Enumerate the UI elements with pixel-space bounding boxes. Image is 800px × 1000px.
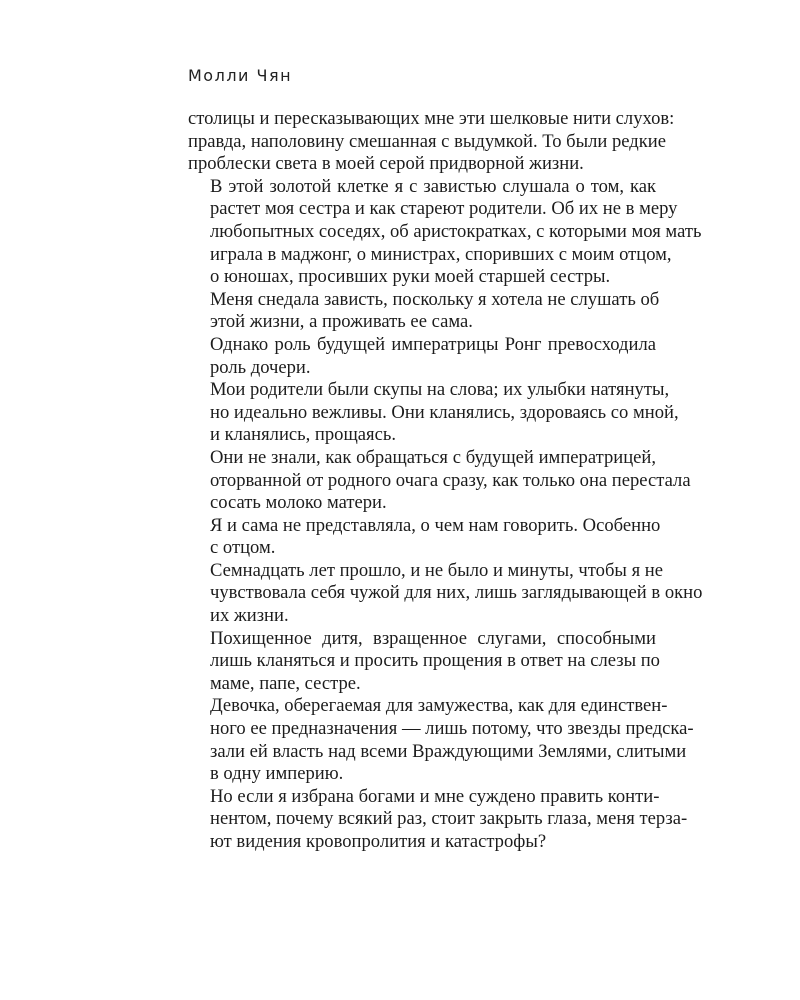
text-line: столицы и пересказывающих мне эти шелковые нити слухов: xyxy=(188,108,675,129)
text-line: Семнадцать лет прошло, и не было и минуты, чтобы я не xyxy=(210,559,663,581)
text-line: этой жизни, а проживать ее сама. xyxy=(210,311,473,333)
paragraph xyxy=(188,175,702,289)
text-line: Девочка, оберегаемая для замужества, как для единствен- xyxy=(210,695,668,717)
text-line: нентом, почему всякий раз, стоит закрыть глаза, меня терза- xyxy=(210,808,688,830)
paragraph xyxy=(188,334,656,379)
paragraph xyxy=(188,785,688,854)
text-line: растет моя сестра и как стареют родители. Об их не в меру xyxy=(210,198,678,220)
text-line: Однако роль будущей императрицы Ронг превосходила xyxy=(210,333,656,355)
text-line: чувствовала себя чужой для них, лишь заглядывающей в окно xyxy=(210,582,703,604)
paragraph xyxy=(188,695,694,785)
text-line: любопытных соседях, об аристократках, с которыми моя мать xyxy=(210,220,702,242)
text-line: о юношах, просивших руки моей старшей сестры. xyxy=(210,266,611,288)
body-text xyxy=(188,108,703,854)
paragraph xyxy=(188,108,675,176)
text-line: и кланялись, прощаясь. xyxy=(210,424,396,446)
text-line: Я и сама не представляла, о чем нам говорить. Особенно xyxy=(210,514,661,536)
paragraph xyxy=(188,446,691,515)
paragraph xyxy=(188,514,661,560)
text-line: проблески света в моей серой придворной жизни. xyxy=(188,153,584,175)
running-head-author: Молли Чян xyxy=(188,66,293,85)
paragraph xyxy=(188,379,679,447)
paragraph xyxy=(188,627,660,696)
text-line: Мои родители были скупы на слова; их улыбки натянуты, xyxy=(210,379,670,401)
text-line: зали ей власть над всеми Враждующими Землями, слитыми xyxy=(210,740,687,762)
text-line: в одну империю. xyxy=(210,763,344,785)
text-line: но идеально вежливы. Они кланялись, здороваясь со мной, xyxy=(210,401,679,423)
text-line: роль дочери. xyxy=(210,356,311,378)
text-line: ют видения кровопролития и катастрофы? xyxy=(210,831,547,852)
text-line: оторванной от родного очага сразу, как только она перестала xyxy=(210,469,691,491)
text-line: их жизни. xyxy=(210,605,289,627)
text-line: Меня снедала зависть, поскольку я хотела не слушать об xyxy=(210,288,660,310)
text-line: В этой золотой клетке я с завистью слушала о том, как xyxy=(210,175,656,197)
text-line: с отцом. xyxy=(210,537,276,559)
text-line: Похищенное дитя, взращенное слугами, способными xyxy=(210,627,656,649)
text-line: правда, наполовину смешанная с выдумкой. То были редкие xyxy=(188,130,667,152)
text-line: лишь кланяться и просить прощения в ответ на слезы по xyxy=(210,650,660,672)
paragraph xyxy=(188,559,703,628)
text-line: играла в маджонг, о министрах, споривших с моим отцом, xyxy=(210,243,672,265)
text-line: Но если я избрана богами и мне суждено править конти- xyxy=(210,785,660,807)
text-line: ного ее предназначения — лишь потому, что звезды предска- xyxy=(210,718,694,740)
text-line: Они не знали, как обращаться с будущей императрицей, xyxy=(210,446,656,468)
paragraph xyxy=(188,288,660,334)
text-line: сосать молоко матери. xyxy=(210,492,387,514)
text-line: маме, папе, сестре. xyxy=(210,672,361,694)
